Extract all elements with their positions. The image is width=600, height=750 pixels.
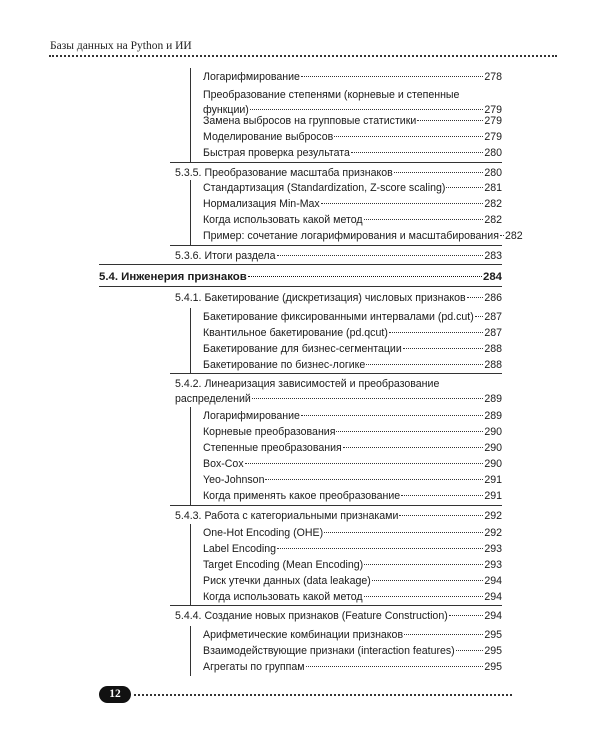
toc-subsection-entry	[175, 166, 502, 181]
toc-entry-label: Логарифмирование	[203, 410, 300, 422]
toc-entry-label: 5.4. Инженерия признаков	[99, 271, 247, 283]
toc-page-number: 289	[484, 393, 502, 405]
toc-entry-label: Взаимодействующие признаки (interaction features)	[203, 645, 455, 657]
toc-dot-leader	[343, 447, 484, 448]
toc-dot-leader	[245, 463, 484, 464]
toc-item-entry	[203, 425, 502, 440]
toc-page-number: 295	[484, 629, 502, 641]
toc-dot-leader	[467, 297, 484, 298]
toc-subsection-entry	[175, 509, 502, 524]
toc-dot-leader	[366, 364, 483, 365]
toc-dot-leader	[301, 76, 483, 77]
toc-page-number: 288	[484, 343, 502, 355]
toc-subsection-entry	[175, 291, 502, 306]
toc-page-number: 290	[484, 426, 502, 438]
toc-item-entry	[203, 70, 502, 85]
toc-entry-label: Моделирование выбросов	[203, 131, 334, 143]
toc-item-entry	[203, 213, 502, 228]
toc-entry-label: 5.3.6. Итоги раздела	[175, 250, 276, 262]
toc-entry-label: Бакетирование по бизнес-логике	[203, 359, 366, 371]
toc-dot-leader	[449, 615, 484, 616]
toc-guide-line	[190, 308, 191, 373]
toc-page-number: 292	[484, 510, 502, 522]
toc-separator-rule	[99, 264, 502, 265]
toc-dot-leader	[277, 548, 483, 549]
toc-page-number: 295	[484, 661, 502, 673]
toc-entry-label: Арифметические комбинации признаков	[203, 629, 404, 641]
toc-page-number: 289	[484, 410, 502, 422]
toc-item-entry	[203, 114, 502, 129]
toc-dot-leader	[403, 348, 484, 349]
toc-guide-line	[190, 407, 191, 505]
toc-page-number: 294	[484, 575, 502, 587]
toc-separator-rule	[170, 162, 502, 163]
toc-page-number: 288	[484, 359, 502, 371]
toc-entry-label-continuation: функции)	[203, 104, 249, 116]
toc-entry-label: Корневые преобразования	[203, 426, 336, 438]
toc-page-number: 282	[484, 214, 502, 226]
toc-entry-label: 5.3.5. Преобразование масштаба признаков	[175, 167, 393, 179]
toc-dot-leader	[321, 203, 484, 204]
toc-entry-label: Бакетирование для бизнес-сегментации	[203, 343, 402, 355]
toc-item-entry	[203, 342, 502, 357]
toc-section-entry	[99, 270, 502, 285]
toc-page-number: 280	[484, 167, 502, 179]
toc-page-number: 294	[484, 610, 502, 622]
toc-page-number: 278	[484, 71, 502, 83]
toc-page-number: 290	[484, 442, 502, 454]
toc-page-number: 292	[484, 527, 502, 539]
toc-page-number: 280	[484, 147, 502, 159]
toc-item-entry	[203, 644, 502, 659]
toc-entry-label: 5.4.1. Бакетирование (дискретизация) числовых признаков	[175, 292, 466, 304]
toc-entry-label: Преобразование степенями (корневые и степенные	[203, 89, 460, 101]
toc-entry-label-continuation: распределений	[175, 393, 251, 405]
toc-dot-leader	[417, 120, 483, 121]
toc-subsection-entry	[175, 609, 502, 624]
toc-page-number: 291	[484, 474, 502, 486]
toc-item-entry	[203, 558, 502, 573]
toc-page-number: 279	[484, 104, 502, 116]
toc-entry-label: Box-Cox	[203, 458, 244, 470]
toc-page-number: 287	[484, 327, 502, 339]
toc-item-entry	[203, 590, 502, 605]
toc-separator-rule	[170, 373, 502, 374]
toc-entry-label: Агрегаты по группам	[203, 661, 305, 673]
toc-guide-line	[190, 180, 191, 245]
toc-dot-leader	[364, 564, 483, 565]
toc-dot-leader	[252, 398, 483, 399]
toc-dot-leader	[364, 219, 484, 220]
toc-separator-rule	[99, 286, 502, 287]
toc-guide-line	[190, 524, 191, 605]
toc-subsection-entry	[175, 249, 502, 264]
toc-entry-label: Когда использовать какой метод	[203, 214, 363, 226]
toc-dot-leader	[306, 666, 484, 667]
toc-entry-label: Label Encoding	[203, 543, 277, 555]
toc-separator-rule	[170, 245, 502, 246]
toc-subsection-entry	[175, 377, 502, 407]
toc-page-number: 283	[484, 250, 502, 262]
toc-entry-label: Бакетирование фиксированными интервалами (pd.cut)	[203, 311, 474, 323]
toc-page-number: 294	[484, 591, 502, 603]
toc-dot-leader	[351, 152, 483, 153]
toc-item-entry	[203, 574, 502, 589]
toc-guide-line	[190, 68, 191, 162]
toc-entry-label: Yeo-Johnson	[203, 474, 265, 486]
toc-dot-leader	[446, 187, 483, 188]
toc-entry-label: Когда применять какое преобразование	[203, 490, 401, 502]
footer-dotted-rule	[134, 694, 512, 696]
toc-dot-leader	[301, 415, 483, 416]
toc-item-entry	[203, 409, 502, 424]
toc-guide-line	[190, 626, 191, 676]
toc-item-entry	[203, 310, 502, 325]
toc-page-number: 295	[484, 645, 502, 657]
toc-separator-rule	[170, 605, 502, 606]
toc-entry-label: Пример: сочетание логарифмирования и масштабирования	[203, 230, 499, 242]
toc-dot-leader	[248, 276, 482, 277]
toc-entry-label: Степенные преобразования	[203, 442, 342, 454]
toc-page-number: 293	[484, 559, 502, 571]
toc-entry-label: 5.4.3. Работа с категориальными признаками	[175, 510, 399, 522]
toc-dot-leader	[336, 431, 483, 432]
toc-item-entry	[203, 229, 523, 244]
toc-page-number: 290	[484, 458, 502, 470]
page-number-badge: 12	[99, 686, 131, 703]
toc-dot-leader	[456, 650, 484, 651]
toc-dot-leader	[399, 515, 483, 516]
toc-dot-leader	[277, 255, 484, 256]
toc-item-entry	[203, 526, 502, 541]
toc-item-entry	[203, 146, 502, 161]
toc-dot-leader	[389, 332, 483, 333]
toc-dot-leader	[265, 479, 483, 480]
toc-item-entry	[203, 660, 502, 675]
toc-page-number: 286	[484, 292, 502, 304]
toc-page-number: 293	[484, 543, 502, 555]
toc-item-entry	[203, 197, 502, 212]
toc-entry-label: 5.4.2. Линеаризация зависимостей и преобразование	[175, 378, 440, 390]
toc-page-number: 282	[484, 198, 502, 210]
toc-page-number: 279	[484, 131, 502, 143]
running-header: Базы данных на Python и ИИ	[50, 40, 192, 52]
toc-item-entry	[203, 542, 502, 557]
toc-item-entry	[203, 489, 502, 504]
toc-dot-leader	[372, 580, 484, 581]
toc-dot-leader	[401, 495, 483, 496]
toc-dot-leader	[250, 109, 484, 110]
toc-entry-label: Риск утечки данных (data leakage)	[203, 575, 371, 587]
toc-entry-label: Нормализация Min-Max	[203, 198, 320, 210]
toc-item-entry	[203, 628, 502, 643]
toc-dot-leader	[394, 172, 484, 173]
toc-entry-label: Замена выбросов на групповые статистики	[203, 115, 417, 127]
toc-page-number: 281	[484, 182, 502, 194]
toc-entry-label: Быстрая проверка результата	[203, 147, 350, 159]
toc-item-entry	[203, 181, 502, 196]
toc-entry-label: Когда использовать какой метод	[203, 591, 363, 603]
toc-page-number: 287	[484, 311, 502, 323]
toc-item-entry	[203, 441, 502, 456]
toc-dot-leader	[364, 596, 484, 597]
toc-dot-leader	[475, 316, 484, 317]
toc-entry-label: Target Encoding (Mean Encoding)	[203, 559, 364, 571]
toc-item-entry	[203, 358, 502, 373]
toc-page-number: 282	[504, 230, 523, 242]
toc-item-entry	[203, 130, 502, 145]
toc-page-number: 291	[484, 490, 502, 502]
toc-page-number: 284	[482, 271, 502, 283]
toc-entry-label: 5.4.4. Создание новых признаков (Feature Construction)	[175, 610, 448, 622]
toc-item-entry	[203, 473, 502, 488]
toc-page-number: 279	[484, 115, 502, 127]
toc-entry-label: Квантильное бакетирование (pd.qcut)	[203, 327, 388, 339]
toc-entry-label: Стандартизация (Standardization, Z-score scaling)	[203, 182, 446, 194]
toc-separator-rule	[170, 505, 502, 506]
toc-dot-leader	[324, 532, 483, 533]
toc-item-entry	[203, 326, 502, 341]
toc-entry-label: Логарифмирование	[203, 71, 300, 83]
toc-dot-leader	[404, 634, 483, 635]
toc-entry-label: One-Hot Encoding (OHE)	[203, 527, 324, 539]
toc-item-entry	[203, 457, 502, 472]
toc-dot-leader	[500, 235, 504, 236]
toc-dot-leader	[334, 136, 483, 137]
